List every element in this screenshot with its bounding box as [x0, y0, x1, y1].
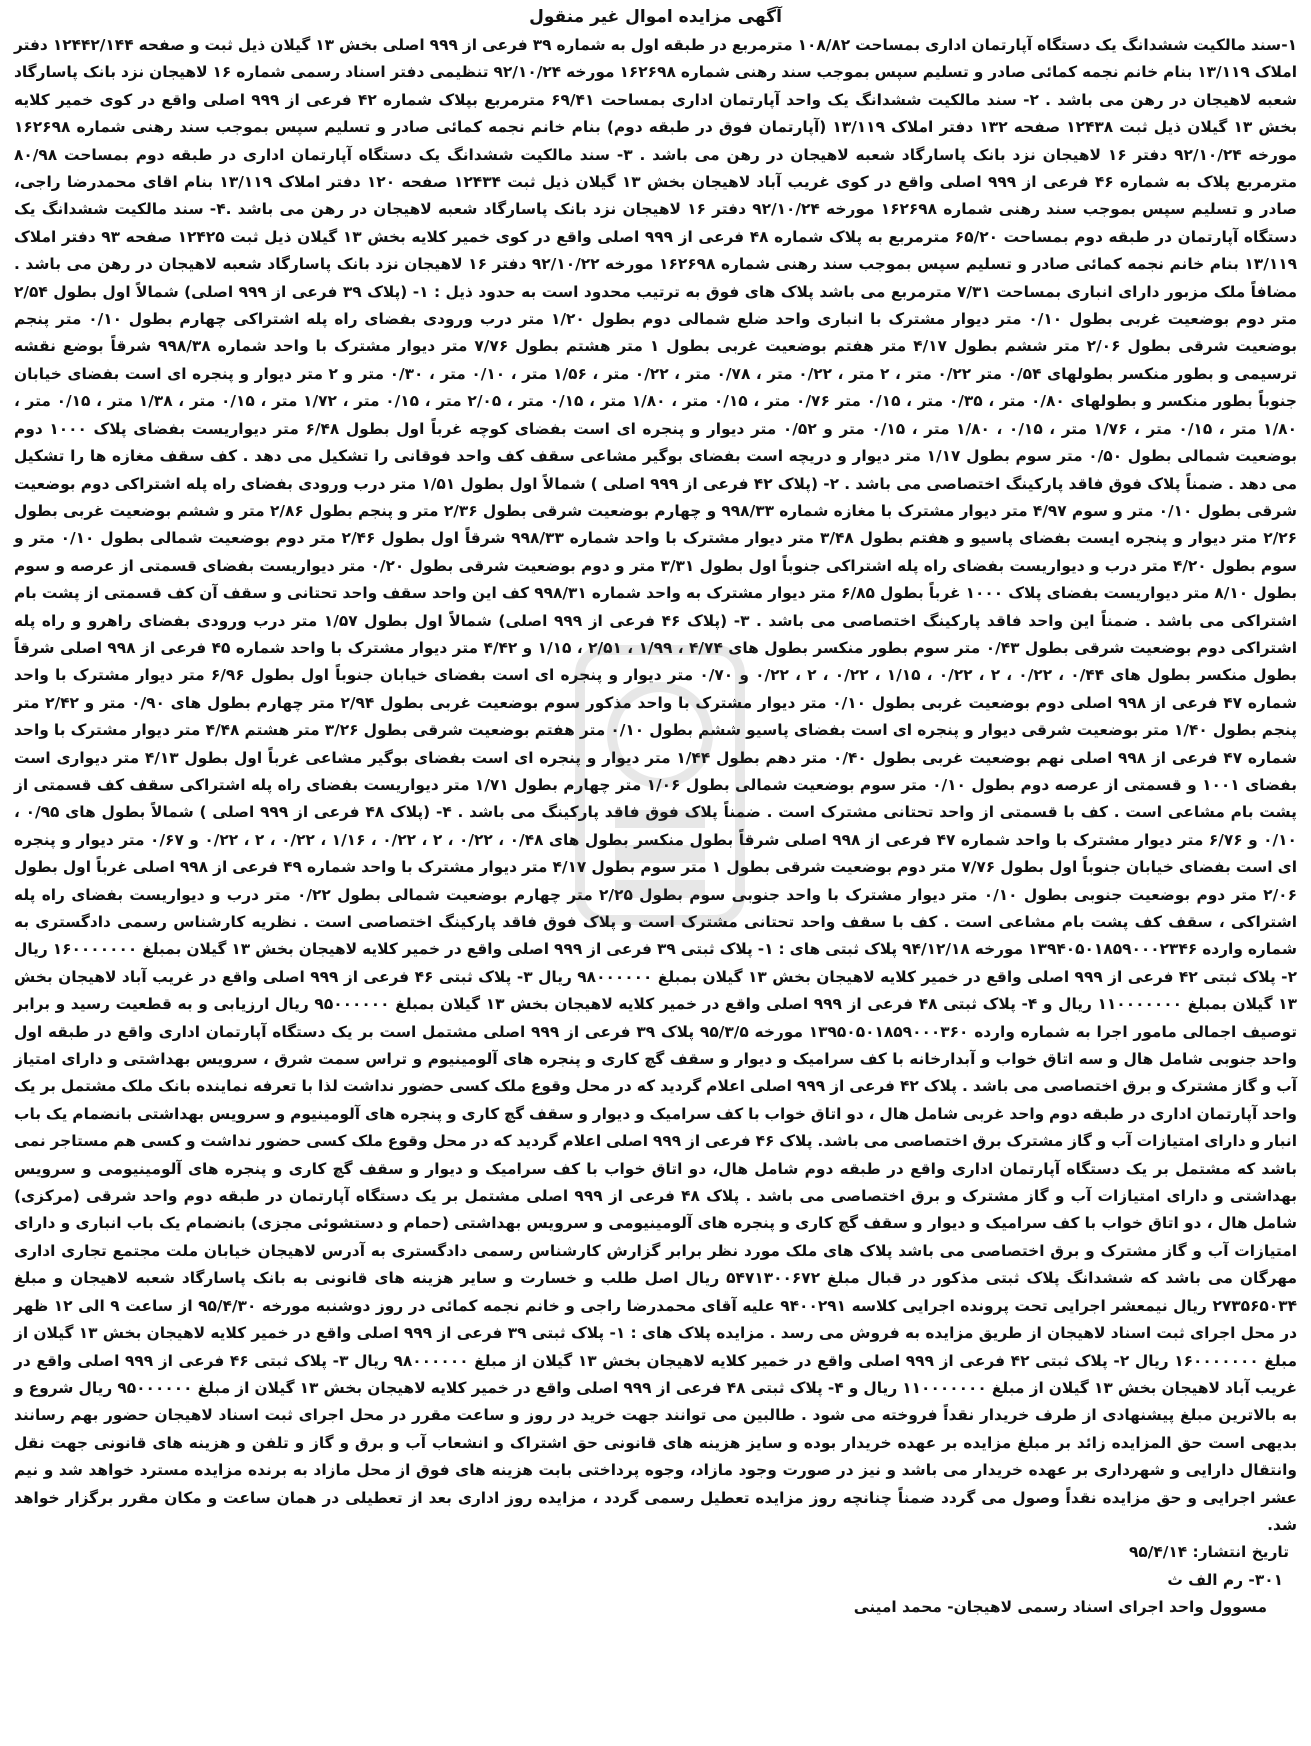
notice-code: ۳۰۱- رم الف ث [1167, 1570, 1283, 1589]
notice-title: آگهی مزایده اموال غیر منقول [529, 7, 782, 27]
notice-footer [14, 1539, 1297, 1621]
publish-date: تاریخ انتشار: ۹۵/۴/۱۴ [1128, 1543, 1289, 1562]
notice-body: ۱-سند مالکیت ششدانگ یک دستگاه آپارتمان اداری بمساحت ۱۰۸/۸۲ مترمربع در طبقه اول به شماره ۳۹ فرعی از ۹۹۹ اصلی بخش ۱۳ گیلان ذیل ثبت و صفحه ۱۲۴۴۲/۱۴۴ دفتر املاک ۱۳/۱۱۹ بنام خانم نجمه کمائی صادر و تسلیم سپس بموجب سند رهنی شماره ۱۶۲۶۹۸ مورخه ۹۲/۱۰/۲۴ تنظیمی دفتر اسناد رسمی شماره ۱۶ لاهیجان نزد بانک پاسارگاد شعبه لاهیجان در رهن می باشد . ۲- سند مالکیت ششدانگ یک واحد آپارتمان اداری بمساحت ۶۹/۴۱ مترمربع بپلاک شماره ۴۲ فرعی از ۹۹۹ اصلی واقع در کوی خمیر کلایه بخش ۱۳ گیلان ذیل ثبت ۱۲۴۳۸ صفحه ۱۳۲ دفتر املاک ۱۳/۱۱۹ (آپارتمان فوق در طبقه دوم) بنام خانم نجمه کمائی صادر و تسلیم سپس بموجب سند رهنی شماره ۱۶۲۶۹۸ مورخه ۹۲/۱۰/۲۴ دفتر ۱۶ لاهیجان نزد بانک پاسارگاد شعبه لاهیجان در رهن می باشد . ۳- سند مالکیت ششدانگ یک دستگاه آپارتمان اداری در طبقه دوم بمساحت ۸۰/۹۸ مترمربع پلاک به شماره ۴۶ فرعی از ۹۹۹ اصلی واقع در کوی غریب آباد لاهیجان بخش ۱۳ گیلان ذیل ثبت ۱۲۴۳۴ صفحه ۱۲۰ دفتر املاک ۱۳/۱۱۹ بنام اقای محمدرضا راجی، صادر و تسلیم سپس بموجب سند رهنی شماره ۱۶۲۶۹۸ مورخه ۹۲/۱۰/۲۴ دفتر ۱۶ لاهیجان نزد بانک پاسارگاد شعبه لاهیجان در رهن می باشد .۴- سند مالکیت ششدانگ یک دستگاه آپارتمان در طبقه دوم بمساحت ۶۵/۲۰ مترمربع به پلاک شماره ۴۸ فرعی از ۹۹۹ اصلی واقع در کوی خمیر کلایه بخش ۱۳ گیلان ذیل ثبت ۱۲۴۲۵ صفحه ۹۳ دفتر املاک ۱۳/۱۱۹ بنام خانم نجمه کمائی صادر و تسلیم سپس بموجب سند رهنی شماره ۱۶۲۶۹۸ مورخه ۹۲/۱۰/۲۲ دفتر ۱۶ لاهیجان نزد بانک پاسارگاد شعبه لاهیجان در رهن می باشد . مضافاً ملک مزبور دارای انباری بمساحت ۷/۳۱ مترمربع می باشد پلاک های فوق به ترتیب محدود است به حدود ذیل : ۱- (پلاک ۳۹ فرعی از ۹۹۹ اصلی) شمالاً اول بطول ۲/۵۴ متر دوم بوضعیت غربی بطول ۰/۱۰ متر دیوار مشترک با انباری واحد ضلع شمالی دوم بطول ۱/۲۰ متر درب ورودی بفضای راه پله اشتراکی چهارم بطول ۰/۱۰ متر پنجم بوضعیت شرقی بطول ۲/۰۶ متر ششم بطول ۴/۱۷ متر هفتم بوضعیت غربی بطول ۱ متر هشتم بطول ۷/۷۶ متر دیوار مشترک با واحد شماره ۹۹۸/۳۸ شرقاً بوضع نقشه ترسیمی و بطور منکسر بطولهای ۰/۵۴ متر ۰/۲۲ متر ، ۲ متر ، ۰/۲۲ متر ، ۰/۷۸ متر ، ۰/۲۲ متر ، ۱/۵۶ متر ، ۰/۱۰ متر ، ۰/۳۰ متر و ۲ متر دیوار و پنجره ای است بفضای خیابان جنوباً بطور منکسر و بطولهای ۰/۸۰ متر ، ۰/۳۵ متر ، ۰/۱۵ متر ۰/۷۶ متر ، ۰/۱۵ متر ، ۱/۸۰ متر ، ۰/۱۵ متر ، ۲/۰۵ متر ، ۰/۱۵ متر ، ۱/۷۲ متر ، ۰/۱۵ متر ، ۱/۳۸ متر ، ۰/۱۵ متر ، ۱/۸۰ متر ، ۰/۱۵ متر ، ۱/۷۶ متر ، ۰/۱۵ ، ۱/۸۰ متر ، ۰/۱۵ متر و ۰/۵۲ متر دیوار و پنجره ای است بفضای کوچه غرباً اول بطول ۶/۴۸ متر دیواریست بفضای پلاک ۱۰۰۰ دوم بوضعیت شمالی بطول ۰/۵۰ متر سوم بطول ۱/۱۷ متر دیوار و دریچه است بفضای بوگیر مشاعی سقف کف واحد فوقانی را تشکیل می دهد . کف سقف مغازه ها را تشکیل می دهد . ضمناً پلاک فوق فاقد پارکینگ اختصاصی می باشد . ۲- (پلاک ۴۲ فرعی از ۹۹۹ اصلی ) شمالاً اول بطول ۱/۵۱ متر درب ورودی بفضای راه پله اشتراکی دوم بوضعیت شرقی بطول ۰/۱۰ متر و سوم ۴/۹۷ متر دیوار مشترک با مغازه شماره ۹۹۸/۳۳ و چهارم بوضعیت شرقی بطول ۲/۳۶ متر و پنجم بطول ۲/۸۶ متر و ششم بوضعیت غربی بطول ۲/۲۶ متر دیوار و پنجره ایست بفضای پاسیو و هفتم بطول ۳/۴۸ متر دیوار مشترک با واحد شماره ۹۹۸/۳۳ شرقاً اول بطول ۲/۴۶ متر دوم بوضعیت شمالی بطول ۰/۱۰ متر و سوم بطول ۴/۲۰ متر درب و دیواریست بفضای راه پله اشتراکی جنوباً اول بطول ۳/۳۱ متر و دوم بوضعیت شرقی بطول ۰/۲۰ متر دیواریست بفضای قسمتی از عرصه و سوم بطول ۸/۱۰ متر دیواریست بفضای پلاک ۱۰۰۰ غرباً بطول ۶/۸۵ متر دیوار مشترک به واحد شماره ۹۹۸/۳۱ کف این واحد سقف واحد تحتانی و سقف آن کف قسمتی از پشت بام اشتراکی می باشد . ضمناً این واحد فاقد پارکینگ اختصاصی می باشد . ۳- (پلاک ۴۶ فرعی از ۹۹۹ اصلی) شمالاً اول بطول ۱/۵۷ متر درب ورودی بفضای راهرو و راه پله اشتراکی دوم بوضعیت شرقی بطول ۰/۴۳ متر سوم بطور منکسر بطول های ۴/۷۴ ، ۱/۹۹ ، ۲/۵۱ ، ۱/۱۵ و ۴/۴۲ متر دیوار مشترک با واحد شماره ۴۵ فرعی از ۹۹۸ اصلی شرقاً بطول منکسر بطول های ۰/۴۴ ، ۰/۲۲ ، ۲ ، ۰/۲۲ ، ۱/۱۵ ، ۰/۲۲ ، ۲ ، ۰/۲۲ و ۰/۷۰ متر دیوار و پنجره ای است بفضای خیابان جنوباً اول بطول ۶/۹۶ متر دیوار مشترک با واحد شماره ۴۷ فرعی از ۹۹۸ اصلی دوم بوضعیت غربی بطول ۰/۱۰ متر دیوار مشترک با واحد مذکور سوم بوضعیت غربی بطول ۲/۹۴ متر چهارم بطول های ۰/۹۰ متر و ۲/۴۲ متر پنجم بطول ۱/۴۰ متر بوضعیت شرقی دیوار و پنجره ای است بفضای پاسیو ششم بطول ۰/۱۰ متر هفتم بوضعیت شرقی بطول ۳/۲۶ متر هشتم ۴/۴۸ متر دیوار مشترک با واحد شماره ۴۷ فرعی از ۹۹۸ اصلی نهم بوضعیت غربی بطول ۰/۴۰ متر دهم بطول ۱/۴۴ متر دیوار و پنجره ای است بفضای بوگیر مشاعی غرباً اول بطول ۴/۱۳ متر دیواری است بفضای ۱۰۰۱ و قسمتی از عرصه دوم بطول ۰/۱۰ متر سوم بوضعیت شمالی بطول ۱/۰۶ متر چهارم بطول ۱/۷۱ متر دیواریست بفضای راه پله اشتراکی سقف کف قسمتی از پشت بام مشاعی است . کف با قسمتی از واحد تحتانی مشترک است . ضمناً پلاک فوق فاقد پارکینگ می باشد . ۴- (پلاک ۴۸ فرعی از ۹۹۹ اصلی ) شمالاً بطول های ۰/۹۵ ، ۰/۱۰ و ۶/۷۶ متر دیوار مشترک با واحد شماره ۴۷ فرعی از ۹۹۸ اصلی شرقاً بطول منکسر بطول های ۰/۴۸ ، ۰/۲۲ ، ۲ ، ۰/۲۲ ، ۱/۱۶ ، ۰/۲۲ ، ۲ ، ۰/۲۲ و ۰/۶۷ متر دیوار و پنجره ای است بفضای خیابان جنوباً اول بطول ۷/۷۶ متر دوم بوضعیت شرقی بطول ۱ متر سوم بطول ۴/۱۷ متر دیوار مشترک با واحد شماره ۴۹ فرعی از ۹۹۸ اصلی غرباً اول بطول ۲/۰۶ متر دوم بوضعیت جنوبی بطول ۰/۱۰ متر دیوار مشترک با واحد جنوبی سوم بطول ۲/۲۵ متر چهارم بوضعیت شمالی بطول ۰/۲۲ متر درب و دیواریست بفضای راه پله اشتراکی ، سقف کف پشت بام مشاعی است . کف با سقف واحد تحتانی مشترک است و پلاک فوق فاقد پارکینگ اختصاصی است . نظریه کارشناس رسمی دادگستری به شماره وارده ۱۳۹۴۰۵۰۱۸۵۹۰۰۰۲۳۴۶ مورخه ۹۴/۱۲/۱۸ پلاک ثبتی های : ۱- پلاک ثبتی ۳۹ فرعی از ۹۹۹ اصلی واقع در خمیر کلایه لاهیجان بخش ۱۳ گیلان بمبلغ ۱۶۰۰۰۰۰۰۰ ریال ۲- پلاک ثبتی ۴۲ فرعی از ۹۹۹ اصلی واقع در خمیر کلایه لاهیجان بخش ۱۳ گیلان بمبلغ ۹۸۰۰۰۰۰۰ ریال ۳- پلاک ثبتی ۴۶ فرعی از ۹۹۹ اصلی واقع در غریب آباد لاهیجان بخش ۱۳ گیلان بمبلغ ۱۱۰۰۰۰۰۰۰ ریال و ۴- پلاک ثبتی ۴۸ فرعی از ۹۹۹ اصلی واقع در خمیر کلایه لاهیجان بخش ۱۳ گیلان بمبلغ ۹۵۰۰۰۰۰۰ ریال ارزیابی و به قطعیت رسید و برابر توصیف اجمالی مامور اجرا به شماره وارده ۱۳۹۵۰۵۰۱۸۵۹۰۰۰۳۶۰ مورخه ۹۵/۳/۵ پلاک ۳۹ فرعی از ۹۹۹ اصلی مشتمل است بر یک دستگاه آپارتمان اداری واقع در طبقه اول واحد جنوبی شامل هال و سه اتاق خواب و آبدارخانه با کف سرامیک و دیوار و سقف گچ کاری و پنجره های آلومینیوم و تراس سمت شرق ، سرویس بهداشتی و دارای امتیاز آب و گاز مشترک و برق اختصاصی می باشد . پلاک ۴۲ فرعی از ۹۹۹ اصلی اعلام گردید که در محل وقوع ملک کسی حضور نداشت لذا با تعرفه نماینده بانک ملک مشتمل بر یک واحد آپارتمان اداری در طبقه دوم واحد غربی شامل هال ، دو اتاق خواب با کف سرامیک و دیوار و سقف گچ کاری و پنجره های آلومینیوم و سرویس بهداشتی بانضمام یک باب انبار و دارای امتیازات آب و گاز مشترک برق اختصاصی می باشد. پلاک ۴۶ فرعی از ۹۹۹ اصلی اعلام گردید که در محل وقوع ملک کسی حضور نداشت و کسی هم مستاجر نمی باشد که مشتمل بر یک دستگاه آپارتمان اداری واقع در طبقه دوم شامل هال، دو اتاق خواب با کف سرامیک و دیوار و سقف گچ کاری و پنجره های آلومینیومی و سرویس بهداشتی و دارای امتیازات آب و گاز مشترک و برق اختصاصی می باشد . پلاک ۴۸ فرعی از ۹۹۹ اصلی مشتمل بر یک دستگاه آپارتمان در طبقه دوم واحد شرقی (مرکزی) شامل هال ، دو اتاق خواب با کف سرامیک و دیوار و سقف گچ کاری و پنجره های آلومینیومی و سرویس بهداشتی (حمام و دستشوئی مجزی) بانضمام یک باب انباری و دارای امتیازات آب و گاز مشترک و برق اختصاصی می باشد پلاک های ملک مورد نظر برابر گزارش کارشناس رسمی دادگستری به آدرس لاهیجان خیابان ملت مجتمع تجاری اداری مهرگان می باشد که ششدانگ پلاک ثبتی مذکور در قبال مبلغ ۵۴۷۱۳۰۰۶۷۲ ریال اصل طلب و خسارت و سایر هزینه های قانونی به بانک پاسارگاد شعبه لاهیجان و مبلغ ۲۷۳۵۶۵۰۳۴ ریال نیمعشر اجرایی تحت پرونده اجرایی کلاسه ۹۴۰۰۲۹۱ علیه آقای محمدرضا راجی و خانم نجمه کمائی در روز دوشنبه مورخه ۹۵/۴/۳۰ از ساعت ۹ الی ۱۲ ظهر در محل اجرای ثبت اسناد لاهیجان از طریق مزایده به فروش می رسد . مزایده پلاک های : ۱- پلاک ثبتی ۳۹ فرعی از ۹۹۹ اصلی واقع در خمیر کلایه لاهیجان بخش ۱۳ گیلان از مبلغ ۱۶۰۰۰۰۰۰۰ ریال ۲- پلاک ثبتی ۴۲ فرعی از ۹۹۹ اصلی واقع در خمیر کلایه لاهیجان بخش ۱۳ گیلان از مبلغ ۹۸۰۰۰۰۰۰ ریال ۳- پلاک ثبتی ۴۶ فرعی از ۹۹۹ اصلی واقع در غریب آباد لاهیجان بخش ۱۳ گیلان از مبلغ ۱۱۰۰۰۰۰۰۰ ریال و ۴- پلاک ثبتی ۴۸ فرعی از ۹۹۹ اصلی واقع در خمیر کلایه لاهیجان بخش ۱۳ گیلان از مبلغ ۹۵۰۰۰۰۰۰ ریال شروع و به بالاترین مبلغ پیشنهادی از طرف خریدار نقداً فروخته می شود . طالبین می توانند جهت خرید در روز و ساعت مقرر در محل اجرای ثبت اسناد لاهیجان حضور بهم رسانند بدیهی است حق المزایده زائد بر مبلغ مزایده بر عهده خریدار بوده و سایز هزینه های قانونی حق اشتراک و انشعاب آب و برق و گاز و تلفن و هزینه های قانونی جهت نقل وانتقال دارایی و شهرداری بر عهده خریدار می باشد و نیز در صورت وجود مازاد، وجوه پرداختی بابت هزینه های فوق از محل مازاد به برنده مزایده مسترد خواهد شد و نیم عشر اجرایی و حق مزایده نقداً وصول می گردد ضمناً چنانچه روز مزایده تعطیل رسمی گردد ، مزایده روز اداری بعد از تعطیلی در همان ساعت و مکان مقرر برگزار خواهد شد. [14, 36, 1298, 1534]
signature-line: مسوول واحد اجرای اسناد رسمی لاهیجان- محمد امینی [853, 1598, 1267, 1617]
auction-notice [4, 6, 1307, 1742]
